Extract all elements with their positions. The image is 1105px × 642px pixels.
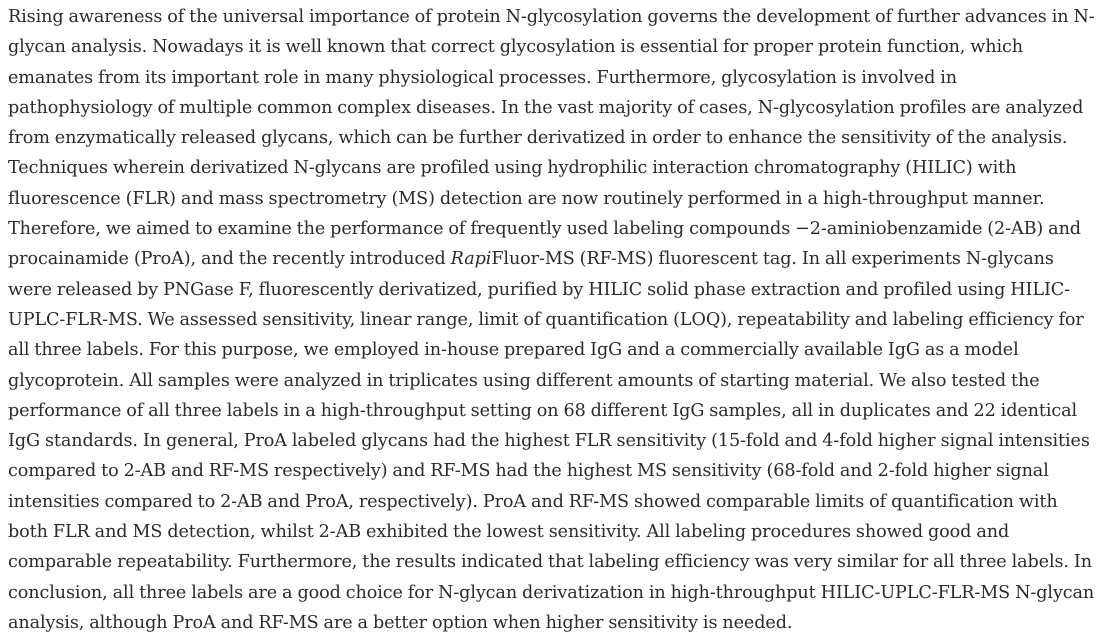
abstract-text-part-1: Rising awareness of the universal importance of protein N-glycosylation governs the development of further advances in N-glycan analysis. Nowadays it is well known that correct glycosylation is essential for proper protein function, which emanates from its important role in many physiological processes. Furthermore, glycosylation is involved in pathophysiology of multiple common complex diseases. In the vast majority of cases, N-glycosylation profiles are analyzed from enzymatically released glycans, which can be further derivatized in order to enhance the sensitivity of the analysis. Techniques wherein derivatized N-glycans are profiled using hydrophilic interaction chromatography (HILIC) with fluorescence (FLR) and mass spectrometry (MS) detection are now routinely performed in a high-throughput manner. Therefore, we aimed to examine the performance of frequently used labeling compounds −2-aminiobenzamide (2-AB) and procainamide (ProA), and the recently introduced bbox=[8, 7, 1095, 270]
abstract-text-part-2: Fluor-MS (RF-MS) fluorescent tag. In all experiments N-glycans were released by PNGase F, fluorescently derivatized, purified by HILIC solid phase extraction and profiled using HILIC-UPLC-FLR-MS. We assessed sensitivity, linear range, limit of quantification (LOQ), repeatability and labeling efficiency for all three labels. For this purpose, we employed in-house prepared IgG and a commercially available IgG as a model glycoprotein. All samples were analyzed in triplicates using different amounts of starting material. We also tested the performance of all three labels in a high-throughput setting on 68 different IgG samples, all in duplicates and 22 identical IgG standards. In general, ProA labeled glycans had the highest FLR sensitivity (15-fold and 4-fold higher signal intensities compared to 2-AB and RF-MS respectively) and RF-MS had the highest MS sensitivity (68-fold and 2-fold higher signal intensities compared to 2-AB and ProA, respectively). ProA and RF-MS showed comparable limits of quantification with both FLR and MS detection, whilst 2-AB exhibited the lowest sensitivity. All labeling procedures showed good and comparable repeatability. Furthermore, the results indicated that labeling efficiency was very similar for all three labels. In conclusion, all three labels are a good choice for N-glycan derivatization in high-throughput HILIC-UPLC-FLR-MS N-glycan analysis, although ProA and RF-MS are a better option when higher sensitivity is needed. bbox=[8, 249, 1095, 633]
abstract-italic-rapi: Rapi bbox=[450, 249, 492, 270]
